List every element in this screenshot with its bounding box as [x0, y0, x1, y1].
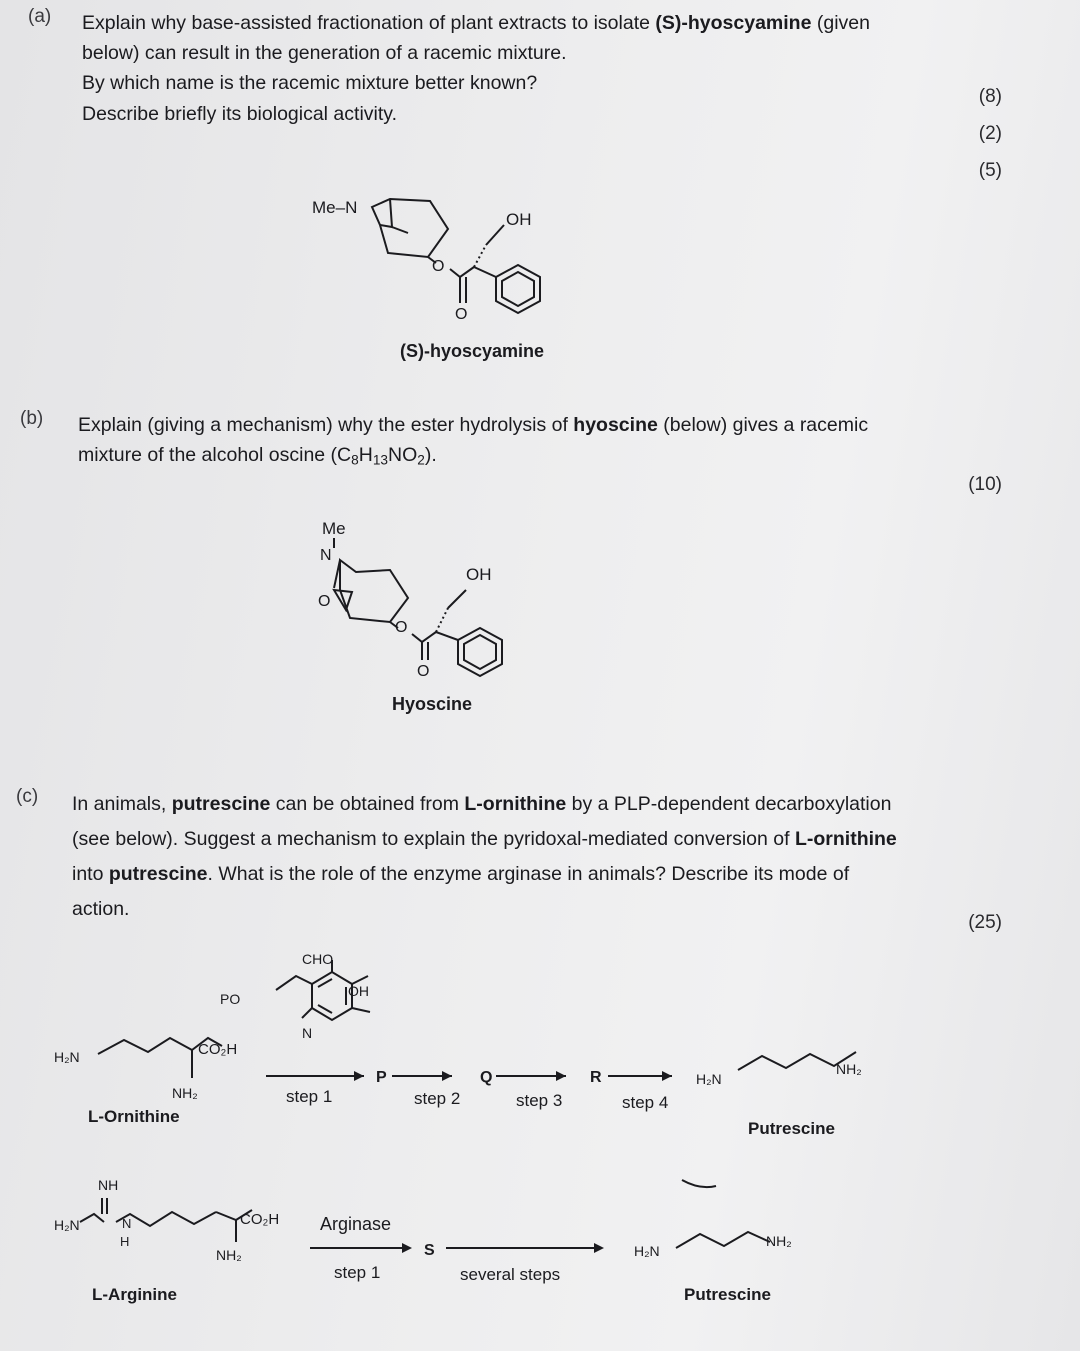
part-c-line-3: into putrescine. What is the role of the enzyme arginase in animals? Describe its mode of	[72, 863, 850, 885]
ornithine-co2h: CO₂H	[198, 1041, 238, 1058]
plp-n: N	[302, 1025, 313, 1041]
hyoscine-o-ester: O	[395, 619, 408, 636]
part-c-marks: (25)	[968, 912, 1002, 933]
ornithine-nh2: NH₂	[172, 1085, 198, 1101]
hyo-o-ester: O	[432, 258, 445, 275]
putrescine-h2n: H₂N	[696, 1071, 722, 1087]
part-b-label: (b)	[20, 408, 44, 429]
part-a-label: (a)	[28, 6, 52, 27]
putrescine2-name: Putrescine	[684, 1285, 771, 1304]
part-c-line-2: (see below). Suggest a mechanism to explain the pyridoxal-mediated conversion of L-ornithine	[72, 828, 897, 850]
part-c-text	[72, 787, 1032, 927]
putrescine2-h2n: H₂N	[634, 1243, 660, 1259]
arginine-h: H	[120, 1234, 130, 1249]
arginine-nh2: NH₂	[216, 1247, 242, 1263]
hyoscine-structure	[300, 510, 560, 725]
arginine-name: L-Arginine	[92, 1285, 177, 1304]
hyoscine-caption: Hyoscine	[392, 694, 473, 714]
arginase-step-label: step 1	[334, 1263, 381, 1282]
plp-oh: OH	[348, 983, 369, 999]
part-b-text	[78, 410, 1008, 471]
hyoscine-oh: OH	[466, 565, 492, 584]
arginine-n: N	[122, 1216, 132, 1231]
part-c-line-4: action.	[72, 898, 130, 920]
hyoscine-n: N	[320, 547, 332, 564]
part-a-line-2: below) can result in the generation of a racemic mixture.	[82, 42, 567, 65]
putrescine-nh2: NH₂	[836, 1061, 862, 1077]
step-1-label: step 1	[286, 1087, 333, 1106]
step-3-label: step 3	[516, 1091, 563, 1110]
ornithine-h2n: H₂N	[54, 1049, 80, 1065]
arginine-h2n: H₂N	[54, 1217, 80, 1233]
marks-a1: (8)	[978, 86, 1002, 107]
arginine-scheme	[40, 1170, 1040, 1320]
hyoscyamine-structure	[300, 185, 600, 365]
part-c-line-1: In animals, putrescine can be obtained from L-ornithine by a PLP-dependent decarboxylation	[72, 793, 892, 815]
putrescine-name: Putrescine	[748, 1119, 835, 1138]
intermediate-r: R	[590, 1069, 602, 1086]
part-b-line-2: mixture of the alcohol oscine $(C_8H_{13}NO_2)$.	[78, 444, 437, 468]
arginine-nh: NH	[98, 1177, 119, 1193]
plp-po: PO	[220, 991, 241, 1007]
hyoscine-o-epoxide: O	[318, 593, 331, 610]
ornithine-name: L-Ornithine	[88, 1107, 180, 1126]
hyo-caption: (S)-hyoscyamine	[400, 341, 545, 361]
several-steps-label: several steps	[460, 1265, 561, 1284]
hyoscine-me: Me	[322, 519, 346, 538]
arginase-label: Arginase	[320, 1214, 392, 1234]
intermediate-s: S	[424, 1242, 435, 1259]
hyo-o-carbonyl: O	[455, 306, 468, 323]
part-a-line-1: Explain why base-assisted fractionation of plant extracts to isolate (S)-hyoscyamine (given	[82, 12, 870, 34]
part-a-text	[82, 8, 1012, 129]
step-2-label: step 2	[414, 1089, 461, 1108]
part-c-label: (c)	[16, 786, 39, 807]
ornithine-scheme	[40, 940, 1040, 1140]
marks-a2: (2)	[978, 123, 1002, 144]
part-b-marks: (10)	[968, 474, 1002, 495]
part-a-line-4: Describe briefly its biological activity.	[82, 102, 397, 125]
step-4-label: step 4	[622, 1093, 669, 1112]
intermediate-p: P	[376, 1069, 387, 1086]
arginine-co2h: CO₂H	[240, 1211, 280, 1228]
hyo-me-n: Me–N	[312, 198, 358, 217]
putrescine2-nh2: NH₂	[766, 1233, 792, 1249]
hyo-oh: OH	[506, 210, 532, 229]
intermediate-q: Q	[480, 1069, 493, 1086]
hyoscine-o-carbonyl: O	[417, 663, 430, 680]
part-b-line-1: Explain (giving a mechanism) why the ester hydrolysis of hyoscine (below) gives a racemic	[78, 414, 869, 436]
part-a-marks	[979, 78, 1002, 189]
marks-a3: (5)	[978, 160, 1002, 181]
part-a-line-3: By which name is the racemic mixture better known?	[82, 72, 538, 95]
plp-cho: CHO	[302, 951, 334, 967]
